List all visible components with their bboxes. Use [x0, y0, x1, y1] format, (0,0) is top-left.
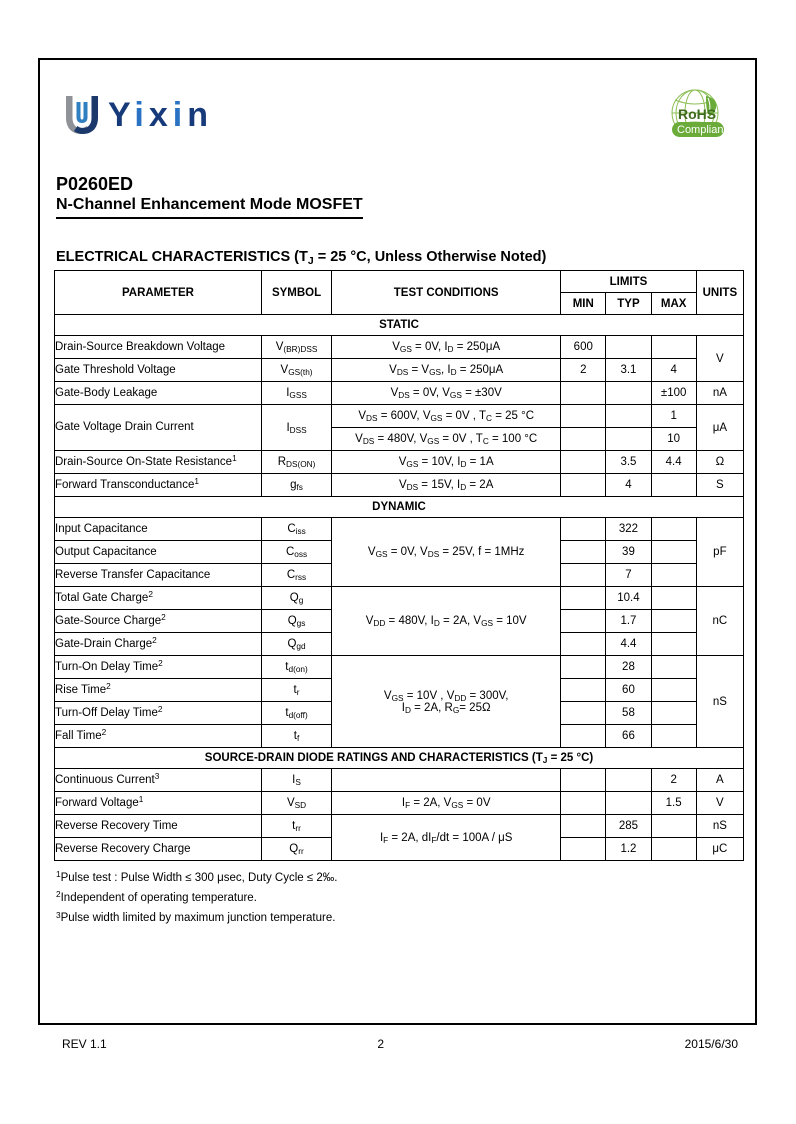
cell-typ: 285 — [606, 815, 651, 838]
cell-max: 4.4 — [651, 451, 696, 474]
compliant-label: Compliant — [677, 124, 727, 136]
cell-units: μA — [696, 405, 743, 451]
col-header-parameter: PARAMETER — [55, 271, 262, 315]
table-row — [55, 815, 744, 838]
cell-symbol: $I_{GSS}$ — [261, 382, 331, 405]
cell-test-conditions: $V_{DS} = 0V$, $V_{GS} = \pm 30V$ — [332, 382, 561, 405]
cell-parameter: Input Capacitance — [55, 518, 262, 541]
cell-typ: 66 — [606, 725, 651, 748]
cell-typ: 60 — [606, 679, 651, 702]
cell-max — [651, 725, 696, 748]
cell-min — [561, 587, 606, 610]
cell-units: nC — [696, 587, 743, 656]
cell-units: nA — [696, 382, 743, 405]
table-section-row — [55, 315, 744, 336]
cell-max — [651, 474, 696, 497]
cell-symbol: $C_{rss}$ — [261, 564, 331, 587]
cell-min: 600 — [561, 336, 606, 359]
footnotes-list — [56, 868, 744, 928]
cell-typ: 39 — [606, 541, 651, 564]
cell-symbol: $I_{DSS}$ — [261, 405, 331, 451]
page-title: P0260ED — [56, 174, 134, 194]
cell-parameter: Gate Threshold Voltage — [55, 359, 262, 382]
cell-test-conditions: $V_{GS} = 10V$, $I_D = 1A$ — [332, 451, 561, 474]
table-body — [55, 315, 744, 861]
page-footer — [54, 1037, 744, 1051]
cell-min — [561, 518, 606, 541]
cell-symbol: $t_{d(off)}$ — [261, 702, 331, 725]
cell-parameter: Total Gate Charge$^2$ — [55, 587, 262, 610]
table-row — [55, 792, 744, 815]
footnote-marker: 3 — [56, 910, 61, 920]
cell-symbol: $R_{DS(ON)}$ — [261, 451, 331, 474]
cell-units: pF — [696, 518, 743, 587]
cell-parameter: Drain-Source Breakdown Voltage — [55, 336, 262, 359]
company-name — [108, 98, 213, 132]
electrical-characteristics-table — [54, 270, 744, 861]
section-heading-prefix: ELECTRICAL CHARACTERISTICS (T — [56, 249, 308, 265]
company-logo — [62, 94, 213, 136]
cell-symbol: $Q_{gd}$ — [261, 633, 331, 656]
cell-min — [561, 610, 606, 633]
table-row — [55, 474, 744, 497]
table-section-row — [55, 748, 744, 769]
cell-max — [651, 633, 696, 656]
footnote-3: $^3$Pulse width limited by maximum junction temperature. — [56, 910, 336, 925]
cell-symbol: $V_{GS(th)}$ — [261, 359, 331, 382]
cell-max — [651, 336, 696, 359]
table-row — [55, 518, 744, 541]
cell-parameter: Gate-Drain Charge$^2$ — [55, 633, 262, 656]
cell-min — [561, 679, 606, 702]
cell-max — [651, 702, 696, 725]
footnote-2: $^2$Independent of operating temperature. — [56, 890, 257, 905]
cell-test-conditions: $V_{GS} = 0V$, $V_{DS} = 25V$, f = 1MHz — [332, 518, 561, 587]
table-section-label: SOURCE-DRAIN DIODE RATINGS AND CHARACTERISTICS ($T_J = 25$ °C) — [55, 748, 744, 769]
cell-units: nS — [696, 656, 743, 748]
cell-parameter: Rise Time$^2$ — [55, 679, 262, 702]
cell-units: A — [696, 769, 743, 792]
cell-parameter: Forward Voltage$^1$ — [55, 792, 262, 815]
cell-symbol: $V_{SD}$ — [261, 792, 331, 815]
cell-symbol: $Q_{gs}$ — [261, 610, 331, 633]
table-row — [55, 451, 744, 474]
cell-max: 10 — [651, 428, 696, 451]
table-section-label: DYNAMIC — [55, 497, 744, 518]
rohs-compliant-globe-icon — [656, 86, 734, 148]
logo-letter-5: n — [187, 96, 214, 134]
table-row — [55, 382, 744, 405]
cell-max — [651, 815, 696, 838]
cell-min — [561, 541, 606, 564]
cell-test-conditions: $I_F = 2A$, $V_{GS} = 0V$ — [332, 792, 561, 815]
cell-min — [561, 792, 606, 815]
cell-typ: 4 — [606, 474, 651, 497]
table-row — [55, 405, 744, 428]
cell-typ: 10.4 — [606, 587, 651, 610]
cell-parameter: Turn-Off Delay Time$^2$ — [55, 702, 262, 725]
table-row — [55, 656, 744, 679]
cell-max: 2 — [651, 769, 696, 792]
yixin-u-logo-icon — [62, 94, 102, 136]
section-heading — [56, 249, 744, 268]
cell-max — [651, 679, 696, 702]
cell-min — [561, 382, 606, 405]
cell-typ — [606, 769, 651, 792]
cell-typ: 58 — [606, 702, 651, 725]
col-header-max: MAX — [651, 293, 696, 315]
footer-revision: REV 1.1 — [62, 1037, 107, 1051]
cell-typ — [606, 405, 651, 428]
cell-symbol: $C_{oss}$ — [261, 541, 331, 564]
logo-letter-4: i — [172, 96, 188, 134]
table-head — [55, 271, 744, 315]
table-row — [55, 587, 744, 610]
cell-typ: 4.4 — [606, 633, 651, 656]
col-header-test-conditions: TEST CONDITIONS — [332, 271, 561, 315]
cell-max — [651, 541, 696, 564]
cell-min — [561, 838, 606, 861]
cell-units: S — [696, 474, 743, 497]
col-header-min: MIN — [561, 293, 606, 315]
logo-letter-1: Y — [108, 96, 135, 134]
cell-test-conditions: $V_{DS} = 600V$, $V_{GS} = 0V$ , $T_C = 25$ °C — [332, 405, 561, 428]
cell-typ: 3.1 — [606, 359, 651, 382]
footer-page-number: 2 — [377, 1037, 384, 1051]
cell-symbol: $t_{d(on)}$ — [261, 656, 331, 679]
cell-units: Ω — [696, 451, 743, 474]
cell-test-conditions: $V_{GS} = 10V$ , $V_{DD} = 300V$, $I_D = 2A$, $R_G= 25\Omega$ — [332, 656, 561, 748]
cell-min — [561, 702, 606, 725]
col-header-typ: TYP — [606, 293, 651, 315]
cell-symbol: $g_{fs}$ — [261, 474, 331, 497]
cell-max: 1.5 — [651, 792, 696, 815]
cell-typ: 322 — [606, 518, 651, 541]
footnote-marker: 2 — [56, 890, 61, 900]
cell-parameter: Fall Time$^2$ — [55, 725, 262, 748]
cell-max — [651, 518, 696, 541]
table-section-row — [55, 497, 744, 518]
cell-units: μC — [696, 838, 743, 861]
logo-letter-2: i — [134, 96, 149, 134]
cell-units: V — [696, 336, 743, 382]
cell-max — [651, 838, 696, 861]
footnote-1: $^1$Pulse test : Pulse Width ≤ 300 μsec, Duty Cycle ≤ 2‰. — [56, 870, 338, 884]
cell-typ — [606, 382, 651, 405]
table-row — [55, 336, 744, 359]
cell-parameter: Gate Voltage Drain Current — [55, 405, 262, 451]
cell-max — [651, 656, 696, 679]
cell-min — [561, 769, 606, 792]
cell-min: 2 — [561, 359, 606, 382]
cell-parameter: Gate-Source Charge$^2$ — [55, 610, 262, 633]
cell-min — [561, 474, 606, 497]
document-header — [54, 74, 744, 152]
col-header-limits: LIMITS — [561, 271, 697, 293]
cell-parameter: Reverse Recovery Time — [55, 815, 262, 838]
table-section-label: STATIC — [55, 315, 744, 336]
cell-symbol: $Q_g$ — [261, 587, 331, 610]
cell-typ: 1.7 — [606, 610, 651, 633]
cell-parameter: Drain-Source On-State Resistance$^1$ — [55, 451, 262, 474]
cell-typ: 7 — [606, 564, 651, 587]
cell-max — [651, 587, 696, 610]
cell-min — [561, 633, 606, 656]
section-heading-sub: J — [307, 256, 314, 268]
cell-typ — [606, 428, 651, 451]
cell-symbol: $t_r$ — [261, 679, 331, 702]
cell-min — [561, 428, 606, 451]
cell-symbol: $C_{iss}$ — [261, 518, 331, 541]
cell-min — [561, 564, 606, 587]
cell-min — [561, 815, 606, 838]
section-heading-suffix: = 25 °C, Unless Otherwise Noted) — [313, 249, 547, 265]
cell-min — [561, 656, 606, 679]
cell-parameter: Turn-On Delay Time$^2$ — [55, 656, 262, 679]
cell-test-conditions: $V_{DD} = 480V$, $I_D = 2A$, $V_{GS} = 10V$ — [332, 587, 561, 656]
cell-symbol: $Q_{rr}$ — [261, 838, 331, 861]
page-content — [54, 74, 744, 928]
cell-max: ±100 — [651, 382, 696, 405]
cell-symbol: $t_f$ — [261, 725, 331, 748]
cell-parameter: Output Capacitance — [55, 541, 262, 564]
footnote-marker: 1 — [56, 870, 61, 880]
cell-test-conditions: $V_{DS} = 480V$, $V_{GS} = 0V$ , $T_C = 100$ °C — [332, 428, 561, 451]
cell-max — [651, 564, 696, 587]
page-subtitle: N-Channel Enhancement Mode MOSFET — [56, 196, 363, 219]
cell-parameter: Reverse Recovery Charge — [55, 838, 262, 861]
cell-typ: 1.2 — [606, 838, 651, 861]
cell-typ: 28 — [606, 656, 651, 679]
cell-units: nS — [696, 815, 743, 838]
cell-typ — [606, 792, 651, 815]
cell-symbol: $I_S$ — [261, 769, 331, 792]
cell-test-conditions: $V_{DS} = V_{GS}$, $I_D = 250\mu A$ — [332, 359, 561, 382]
cell-max: 4 — [651, 359, 696, 382]
cell-min — [561, 725, 606, 748]
cell-symbol: $V_{(BR)DSS}$ — [261, 336, 331, 359]
cell-test-conditions: $I_F = 2A$, $dI_F/dt = 100A / \mu S$ — [332, 815, 561, 861]
logo-letter-3: x — [148, 96, 173, 134]
col-header-symbol: SYMBOL — [261, 271, 331, 315]
footer-date: 2015/6/30 — [684, 1037, 738, 1051]
table-header-row-1 — [55, 271, 744, 293]
cell-symbol: $t_{rr}$ — [261, 815, 331, 838]
cell-parameter: Gate-Body Leakage — [55, 382, 262, 405]
rohs-label: RoHS — [678, 106, 717, 122]
cell-parameter: Continuous Current$^3$ — [55, 769, 262, 792]
cell-min — [561, 451, 606, 474]
cell-max — [651, 610, 696, 633]
cell-test-conditions: $V_{DS} = 15V$, $I_D = 2A$ — [332, 474, 561, 497]
cell-test-conditions — [332, 769, 561, 792]
table-row — [55, 769, 744, 792]
cell-parameter: Forward Transconductance$^1$ — [55, 474, 262, 497]
cell-max: 1 — [651, 405, 696, 428]
col-header-units: UNITS — [696, 271, 743, 315]
table-row — [55, 359, 744, 382]
cell-parameter: Reverse Transfer Capacitance — [55, 564, 262, 587]
cell-units: V — [696, 792, 743, 815]
cell-typ: 3.5 — [606, 451, 651, 474]
cell-typ — [606, 336, 651, 359]
cell-test-conditions: $V_{GS} = 0V$, $I_D = 250\mu A$ — [332, 336, 561, 359]
cell-min — [561, 405, 606, 428]
